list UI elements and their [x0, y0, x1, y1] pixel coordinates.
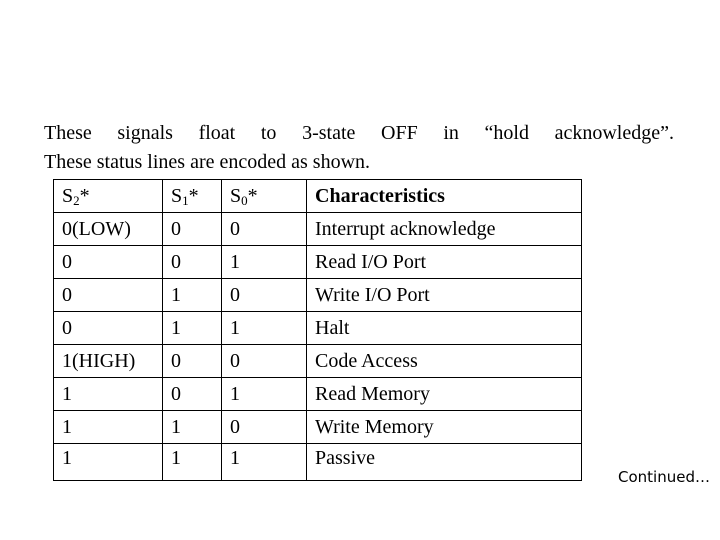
cell-s1: 1: [163, 312, 222, 345]
cell-s1: 1: [163, 279, 222, 312]
cell-characteristic: Write Memory: [307, 411, 582, 444]
cell-characteristic: Read Memory: [307, 378, 582, 411]
cell-s0: 1: [222, 444, 307, 481]
cell-s2: 0: [54, 279, 163, 312]
cell-s1: 0: [163, 378, 222, 411]
table-header-row: [54, 180, 582, 213]
cell-s0: 1: [222, 246, 307, 279]
table-row: [54, 378, 582, 411]
table-row: [54, 213, 582, 246]
cell-s1: 1: [163, 444, 222, 481]
cell-s1: 0: [163, 345, 222, 378]
cell-s0: 0: [222, 213, 307, 246]
cell-s0: 0: [222, 411, 307, 444]
header-characteristics: Characteristics: [307, 180, 582, 213]
status-lines-paragraph: These status lines are encoded as shown.: [44, 151, 371, 173]
cell-s2: 0(LOW): [54, 213, 163, 246]
cell-s0: 1: [222, 312, 307, 345]
table-row: [54, 246, 582, 279]
cell-characteristic: Halt: [307, 312, 582, 345]
cell-s1: 1: [163, 411, 222, 444]
table-row: [54, 279, 582, 312]
cell-s2: 1: [54, 411, 163, 444]
cell-s2: 1: [54, 444, 163, 481]
cell-characteristic: Code Access: [307, 345, 582, 378]
table-row: [54, 444, 582, 481]
cell-s0: 0: [222, 345, 307, 378]
cell-characteristic: Write I/O Port: [307, 279, 582, 312]
cell-characteristic: Passive: [307, 444, 582, 481]
cell-s0: 1: [222, 378, 307, 411]
cell-s2: 1: [54, 378, 163, 411]
header-s0: $S_0*$: [222, 180, 307, 213]
continued-note: Continued…: [618, 468, 710, 486]
status-encoding-table: [53, 179, 582, 481]
cell-s0: 0: [222, 279, 307, 312]
cell-s2: 0: [54, 246, 163, 279]
cell-s2: 1(HIGH): [54, 345, 163, 378]
cell-s1: 0: [163, 246, 222, 279]
table-row: [54, 345, 582, 378]
cell-s2: 0: [54, 312, 163, 345]
table-row: [54, 411, 582, 444]
hold-acknowledge-paragraph: These signals float to 3-state OFF in “hold acknowledge”.: [44, 122, 674, 144]
table-row: [54, 312, 582, 345]
cell-s1: 0: [163, 213, 222, 246]
cell-characteristic: Interrupt acknowledge: [307, 213, 582, 246]
cell-characteristic: Read I/O Port: [307, 246, 582, 279]
header-s2: $S_2*$: [54, 180, 163, 213]
header-s1: $S_1*$: [163, 180, 222, 213]
